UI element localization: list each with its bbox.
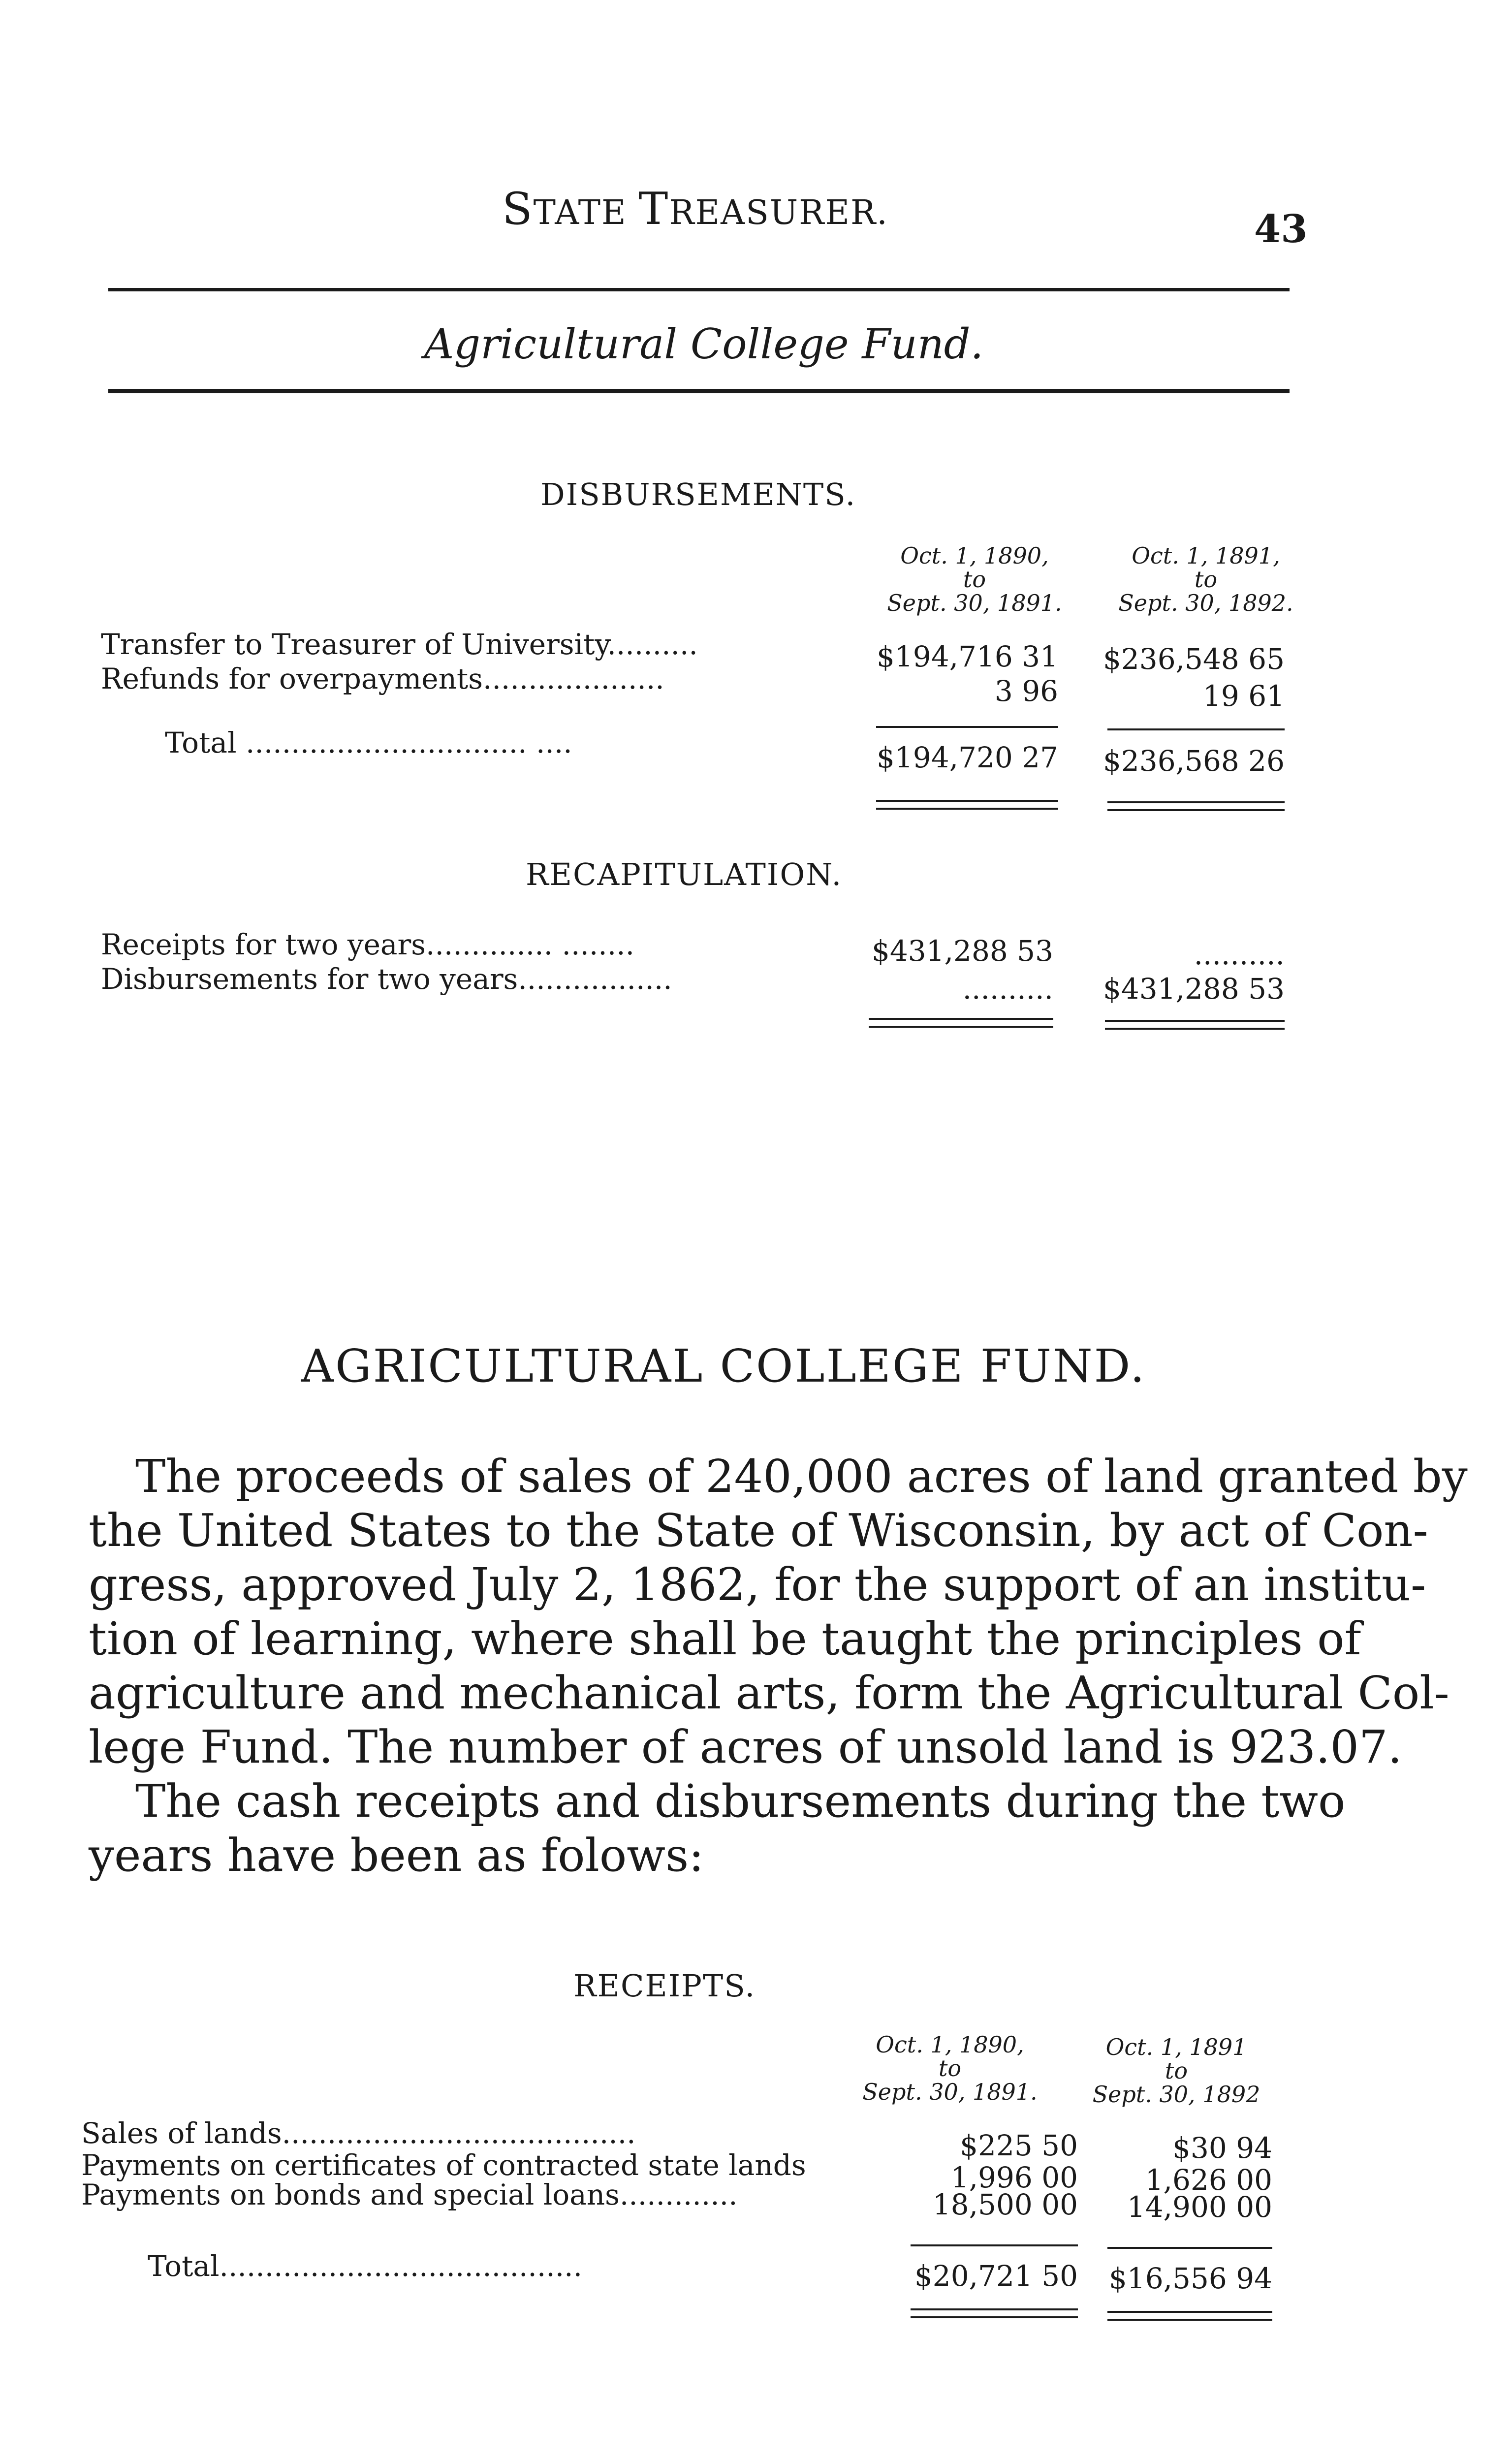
receipts-row-value: 1,996 00 bbox=[950, 2161, 1078, 2194]
receipts-row-label: Payments on certificates of contracted state lands bbox=[81, 2148, 806, 2182]
disb-total-value: $194,720 27 bbox=[877, 741, 1058, 774]
disb-row-value: $194,716 31 bbox=[877, 640, 1058, 673]
receipts-row-label: Sales of lands....................................... bbox=[81, 2116, 636, 2150]
disbursements-col2-header bbox=[1102, 544, 1309, 615]
receipts-subtotal-rule bbox=[911, 2244, 1078, 2246]
recap-row-label: Disbursements for two years................. bbox=[101, 962, 672, 996]
running-head: STATE TREASURER. bbox=[502, 183, 888, 235]
recap-row-value: .......... bbox=[962, 972, 1053, 1006]
col2-from: Oct. 1, 1891, bbox=[1132, 542, 1280, 569]
disbursements-title: DISBURSEMENTS. bbox=[540, 476, 856, 512]
col1-until: Sept. 30, 1891. bbox=[862, 2079, 1038, 2105]
receipts-row-value: $30 94 bbox=[1172, 2131, 1272, 2165]
text-line: gress, approved July 2, 1862, for the support of an institu- bbox=[89, 1558, 1426, 1611]
fund-title: Agricultural College Fund. bbox=[424, 320, 984, 368]
col1-from: Oct. 1, 1890, bbox=[900, 542, 1049, 569]
receipts-total-value: $16,556 94 bbox=[1108, 2262, 1272, 2295]
disb-total-double-rule bbox=[1107, 801, 1285, 811]
section-heading: AGRICULTURAL COLLEGE FUND. bbox=[301, 1340, 1146, 1392]
receipts-row-value: 18,500 00 bbox=[932, 2188, 1078, 2221]
text-line: tion of learning, where shall be taught the principles of bbox=[89, 1612, 1361, 1665]
col1-to: to bbox=[938, 2055, 962, 2082]
text-line: agriculture and mechanical arts, form the Agricultural Col- bbox=[89, 1667, 1449, 1719]
receipts-row-label: Payments on bonds and special loans............. bbox=[81, 2178, 738, 2211]
receipts-row-value: 14,900 00 bbox=[1127, 2190, 1272, 2224]
recap-row-value: .......... bbox=[1194, 938, 1285, 971]
recap-row-value: $431,288 53 bbox=[1103, 972, 1285, 1006]
col2-to: to bbox=[1165, 2057, 1188, 2084]
receipts-total-value: $20,721 50 bbox=[914, 2259, 1078, 2293]
disb-row-label: Refunds for overpayments.................... bbox=[101, 662, 664, 695]
text-line: years have been as folows: bbox=[89, 1829, 704, 1882]
fund-title-rule bbox=[108, 389, 1290, 393]
col1-from: Oct. 1, 1890, bbox=[876, 2031, 1024, 2058]
receipts-total-double-rule bbox=[1107, 2311, 1272, 2321]
recapitulation-title: RECAPITULATION. bbox=[526, 856, 843, 892]
col2-to: to bbox=[1194, 566, 1218, 593]
disb-total-value: $236,568 26 bbox=[1103, 744, 1285, 778]
paragraph-1 bbox=[89, 1450, 1468, 1774]
paragraph-2 bbox=[89, 1774, 1346, 1883]
receipts-subtotal-rule bbox=[1107, 2247, 1272, 2249]
receipts-total-label: Total........................................ bbox=[148, 2249, 582, 2283]
receipts-col1-header bbox=[847, 2033, 1053, 2104]
disbursements-col1-header bbox=[871, 544, 1078, 615]
recap-row-label: Receipts for two years.............. ........ bbox=[101, 928, 635, 961]
col2-from: Oct. 1, 1891 bbox=[1105, 2034, 1247, 2060]
disb-row-value: 3 96 bbox=[994, 674, 1058, 708]
receipts-row-value: 1,626 00 bbox=[1145, 2163, 1272, 2197]
recap-double-rule bbox=[1105, 1020, 1285, 1030]
receipts-title: RECEIPTS. bbox=[573, 1968, 756, 2004]
receipts-col2-header bbox=[1073, 2035, 1280, 2106]
disb-row-value: $236,548 65 bbox=[1103, 642, 1285, 676]
col2-until: Sept. 30, 1892 bbox=[1092, 2081, 1260, 2108]
text-line: lege Fund. The number of acres of unsold land is 923.07. bbox=[89, 1721, 1402, 1773]
disb-row-label: Transfer to Treasurer of University.......... bbox=[101, 628, 698, 661]
disb-total-label: Total ............................... .... bbox=[165, 726, 572, 759]
receipts-total-double-rule bbox=[911, 2308, 1078, 2318]
receipts-row-value: $225 50 bbox=[960, 2129, 1078, 2162]
disb-subtotal-rule bbox=[876, 726, 1058, 728]
disb-total-double-rule bbox=[876, 800, 1058, 810]
text-line: The cash receipts and disbursements during the two bbox=[135, 1775, 1346, 1828]
col1-until: Sept. 30, 1891. bbox=[887, 590, 1062, 616]
col2-until: Sept. 30, 1892. bbox=[1118, 590, 1293, 616]
text-line: the United States to the State of Wisconsin, by act of Con- bbox=[89, 1504, 1428, 1557]
page-number: 43 bbox=[1254, 207, 1308, 252]
top-rule bbox=[108, 288, 1290, 291]
col1-to: to bbox=[963, 566, 986, 593]
disb-subtotal-rule bbox=[1107, 728, 1285, 730]
text-line: The proceeds of sales of 240,000 acres of land granted by bbox=[135, 1450, 1468, 1503]
recap-row-value: $431,288 53 bbox=[872, 934, 1053, 968]
disb-row-value: 19 61 bbox=[1202, 679, 1285, 713]
recap-double-rule bbox=[869, 1018, 1053, 1028]
